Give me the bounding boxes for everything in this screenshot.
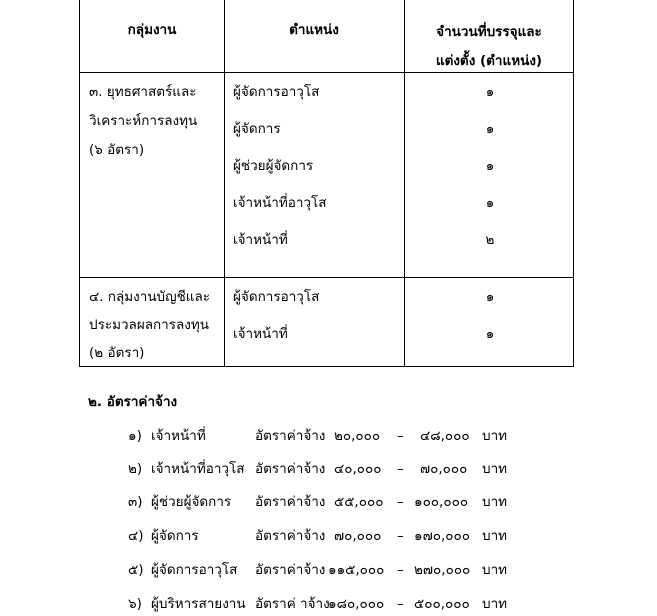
- count-cell: ๑: [485, 158, 495, 174]
- rate-label: อัตราค่าจ้าง: [255, 461, 326, 477]
- rate-number: ๔): [128, 528, 144, 544]
- group-divider: [80, 277, 573, 278]
- rate-unit: บาท: [482, 494, 508, 510]
- rate-min: ๔๐,๐๐๐: [334, 461, 382, 477]
- group-3-name-line3: (๖ อัตรา): [89, 142, 145, 158]
- group-4-name-line2: ประมวลผลการลงทุน: [89, 317, 210, 333]
- rate-label: อัตราค่าจ้าง: [255, 528, 326, 544]
- position-cell: ผู้จัดการ: [233, 121, 281, 137]
- rate-position: ผู้จัดการอาวุโส: [151, 562, 238, 578]
- rate-max: ๗๐,๐๐๐: [420, 461, 468, 477]
- rate-dash: –: [397, 528, 404, 544]
- count-cell: ๑: [485, 289, 495, 305]
- count-cell: ๑: [485, 195, 495, 211]
- position-cell: ผู้ช่วยผู้จัดการ: [233, 158, 314, 174]
- rate-unit: บาท: [482, 562, 508, 578]
- rate-number: ๖): [128, 596, 142, 612]
- header-count-line1: จำนวนที่บรรจุและ: [436, 24, 542, 40]
- rate-number: ๒): [128, 461, 143, 477]
- rate-dash: –: [397, 461, 404, 477]
- position-cell: เจ้าหน้าที่: [233, 326, 288, 342]
- rate-row: [0, 592, 657, 616]
- rate-dash: –: [397, 562, 404, 578]
- column-divider: [224, 0, 225, 366]
- position-cell: ผู้จัดการอาวุโส: [233, 84, 320, 100]
- rate-min: ๑๘๐,๐๐๐: [328, 596, 385, 612]
- rate-unit: บาท: [482, 428, 508, 444]
- positions-table: [79, 0, 574, 367]
- rate-unit: บาท: [482, 596, 508, 612]
- rate-position: เจ้าหน้าที่: [151, 428, 206, 444]
- rate-max: ๔๘,๐๐๐: [420, 428, 470, 444]
- rate-max: ๑๐๐,๐๐๐: [414, 494, 469, 510]
- position-cell: เจ้าหน้าที่อาวุโส: [233, 195, 327, 211]
- rate-min: ๒๐,๐๐๐: [334, 428, 381, 444]
- section-2-title: ๒. อัตราค่าจ้าง: [88, 394, 178, 410]
- rate-label: อัตราค่าจ้าง: [255, 428, 326, 444]
- rate-unit: บาท: [482, 461, 508, 477]
- rate-max: ๒๗๐,๐๐๐: [414, 562, 471, 578]
- count-cell: ๑: [485, 121, 495, 137]
- rate-min: ๗๐,๐๐๐: [334, 528, 382, 544]
- header-group: กลุ่มงาน: [127, 22, 177, 38]
- position-cell: เจ้าหน้าที่: [233, 232, 288, 248]
- rate-number: ๕): [128, 562, 144, 578]
- count-cell: ๑: [485, 326, 495, 342]
- rate-label: อัตราค่ าจ้าง: [255, 596, 330, 612]
- rate-unit: บาท: [482, 528, 508, 544]
- header-count-line2: แต่งตั้ง (ตำแหน่ง): [435, 53, 543, 69]
- rate-dash: –: [397, 494, 404, 510]
- rate-number: ๓): [128, 494, 143, 510]
- rate-max: ๕๐๐,๐๐๐: [414, 596, 470, 612]
- count-cell: ๒: [485, 232, 495, 248]
- rate-number: ๑): [128, 428, 142, 444]
- header-position: ตำแหน่ง: [289, 22, 339, 38]
- rate-row: [0, 558, 657, 582]
- rate-row: [0, 457, 657, 481]
- count-cell: ๑: [485, 84, 495, 100]
- group-4-name-line1: ๔. กลุ่มงานบัญชีและ: [89, 289, 211, 305]
- rate-position: เจ้าหน้าที่อาวุโส: [151, 461, 245, 477]
- position-cell: ผู้จัดการอาวุโส: [233, 289, 320, 305]
- group-4-name-line3: (๒ อัตรา): [89, 345, 145, 361]
- rate-dash: –: [397, 428, 404, 444]
- rate-min: ๕๕,๐๐๐: [334, 494, 384, 510]
- rate-row: [0, 490, 657, 514]
- rate-max: ๑๗๐,๐๐๐: [414, 528, 470, 544]
- rate-dash: –: [397, 596, 404, 612]
- rate-position: ผู้บริหารสายงาน: [151, 596, 246, 612]
- rate-row: [0, 424, 657, 448]
- group-3-name-line2: วิเคราะห์การลงทุน: [89, 113, 198, 129]
- rate-row: [0, 524, 657, 548]
- rate-min: ๑๑๕,๐๐๐: [328, 562, 385, 578]
- rate-label: อัตราค่าจ้าง: [255, 562, 326, 578]
- rate-position: ผู้จัดการ: [151, 528, 199, 544]
- rate-position: ผู้ช่วยผู้จัดการ: [151, 494, 232, 510]
- group-3-name-line1: ๓. ยุทธศาสตร์และ: [89, 84, 197, 100]
- rate-label: อัตราค่าจ้าง: [255, 494, 326, 510]
- header-divider: [80, 72, 573, 73]
